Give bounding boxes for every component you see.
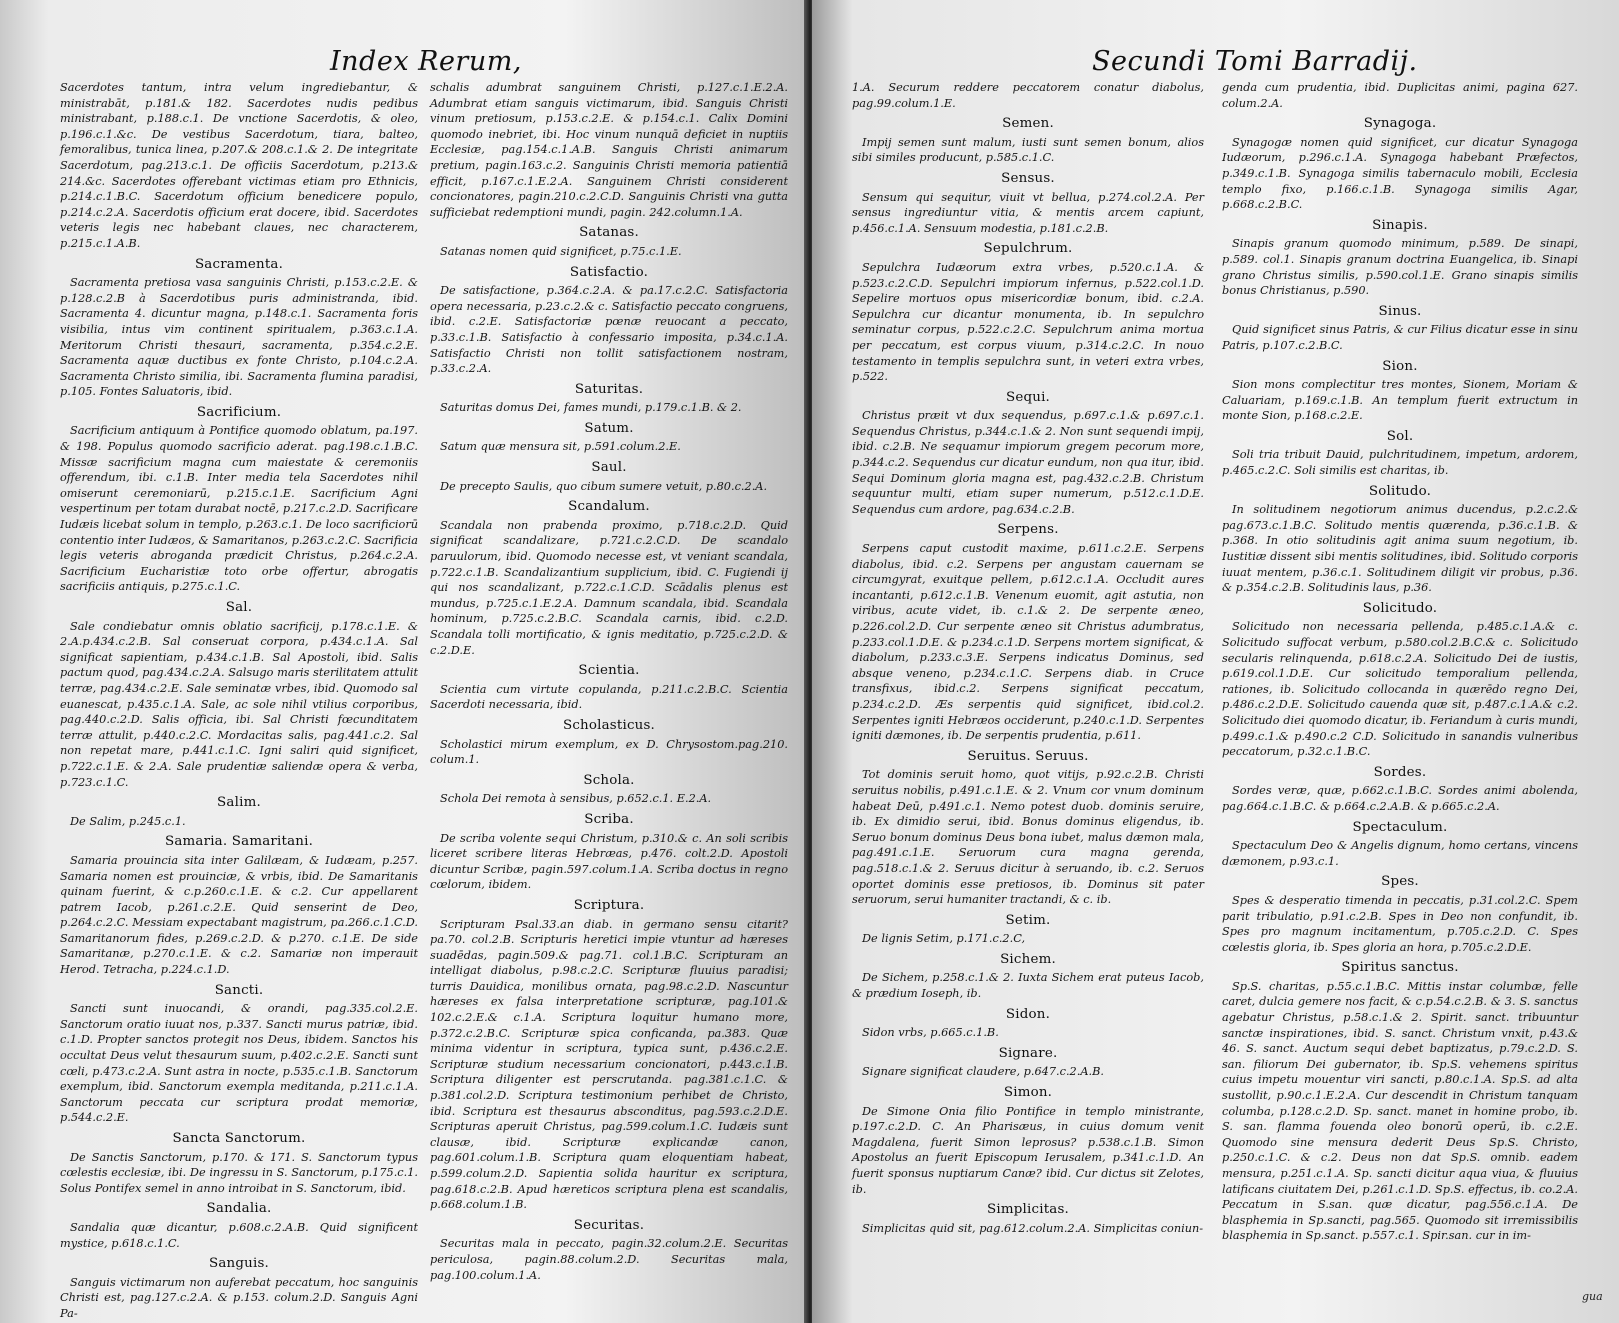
index-entry bbox=[430, 812, 788, 893]
index-entry-text: De Sichem, p.258.c.1.& 2. Iuxta Sichem erat puteus Iacob, & prædium Ioseph, ib. bbox=[852, 971, 1204, 1001]
index-entry bbox=[60, 834, 418, 977]
index-entry-text: Scientia cum virtute copulanda, p.211.c.2.B.C. Scientia Sacerdoti necessaria, ibid. bbox=[430, 682, 788, 712]
index-entry bbox=[852, 171, 1204, 236]
index-entry-heading: Saturitas. bbox=[574, 381, 644, 397]
index-entry-text: Sandalia quæ dicantur, p.608.c.2.A.B. Quid significent mystice, p.618.c.1.C. bbox=[60, 1220, 418, 1250]
index-entry-text: Scandala non prabenda proximo, p.718.c.2.D. Quid significat scandalizare, p.721.c.2.C.D. De scandalo paruulorum, ibid. Quomodo necesse est, vt veniant scandala, p.722.c.1.B. Scandalizantium supplicium, ibid. C. Fugiendi ij qui nos scandalizant, p.722.c.1.C.D. Scādalis plenus est mundus, p.725.c.1.E.2.A. Damnum scandala, ibid. Scandala hominum, p.725.c.2.B.C. Scandala carnis, ibid. c.2.D. Scandala tolli mortificatio, & ignis meditatio, p.725.c.2.D. & c.2.D.E. bbox=[430, 518, 788, 657]
index-entry bbox=[60, 983, 418, 1126]
index-entry-heading: Sequi. bbox=[1005, 389, 1051, 405]
index-entry bbox=[852, 1202, 1204, 1236]
index-entry-text: De Sanctis Sanctorum, p.170. & 171. S. Sanctorum typus cœlestis ecclesiæ, ibi. De ingressu in S. Sanctorum, p.175.c.1. Solus Pontifex semel in anno introibat in S. Sanctorum, ibid. bbox=[60, 1150, 418, 1195]
index-entry-heading: Salim. bbox=[217, 795, 261, 811]
left-column-1 bbox=[60, 80, 418, 1323]
index-entry-text: De lignis Setim, p.171.c.2.C, bbox=[862, 932, 1026, 946]
index-entry bbox=[1222, 80, 1578, 111]
index-entry-text: Saturitas domus Dei, fames mundi, p.179.c.1.B. & 2. bbox=[440, 401, 742, 415]
index-entry bbox=[60, 80, 418, 252]
index-entry bbox=[1222, 601, 1578, 760]
index-entry-heading: Serpens. bbox=[997, 522, 1059, 538]
index-entry-heading: Sensus. bbox=[1001, 170, 1055, 186]
index-entry-heading: Saul. bbox=[591, 460, 627, 476]
index-entry bbox=[430, 225, 788, 259]
left-page bbox=[0, 0, 808, 1323]
index-entry bbox=[1222, 359, 1578, 424]
index-entry-text: Sale condiebatur omnis oblatio sacrificij, p.178.c.1.E. & 2.A.p.434.c.2.B. Sal conseruat corpora, p.434.c.1.A. Sal significat sapientiam, p.434.c.1.B. Sal Apostoli, ibid. Salis pactum quod, pag.434.c.2.A. Salsugo maris sterilitatem attulit terræ, pag.434.c.2.E. Sale seminatæ vrbes, ibid. Quomodo sal euanescat, p.435.c.1.A. Sale, ac sole nihil vtilius corporibus, pag.440.c.2.D. Salis officia, ibi. Sal Christi fœcunditatem terræ attulit, p.440.c.2.C. Mordacitas salis, pag.441.c.2. Sal non repetat mare, p.441.c.1.C. Igni saliri quid significet, p.722.c.1.E. & 2.A. Sale prudentiæ saliendæ opera & verba, p.723.c.1.C. bbox=[60, 619, 418, 789]
index-entry-heading: Spectaculum. bbox=[1352, 819, 1448, 835]
index-entry-text: Sion mons complectitur tres montes, Sionem, Moriam & Caluariam, p.169.c.1.B. An templum fuerit extructum in monte Sion, p.168.c.2.E. bbox=[1222, 378, 1578, 423]
index-entry bbox=[1222, 429, 1578, 479]
index-entry-heading: Scandalum. bbox=[568, 499, 650, 515]
index-entry-heading: Sandalia. bbox=[206, 1201, 272, 1217]
index-entry-text: Signare significat claudere, p.647.c.2.A.B. bbox=[862, 1065, 1104, 1079]
index-entry bbox=[430, 460, 788, 494]
left-column-2 bbox=[430, 80, 788, 1286]
index-entry-text: Spectaculum Deo & Angelis dignum, homo certans, vincens dæmonem, p.93.c.1. bbox=[1222, 839, 1578, 868]
index-entry-text: Christus præit vt dux sequendus, p.697.c.1.& p.697.c.1. Sequendus Christus, p.344.c.1.& 2. Non sunt sequendi impij, ibid. c.2.B. Ne sequamur impiorum gregem pecorum more, p.344.c.2. Sequendus cur dicatur eundum, non qua itur, ibid. Sequi Dominum gloria magna est, pag.432.c.2.B. Christum sequuntur multi, etiam super numerum, p.512.c.1.D.E. Sequendus cum ardore, pag.634.c.2.B. bbox=[852, 409, 1204, 516]
index-entry-text: 1.A. Securum reddere peccatorem conatur diabolus, pag.99.colum.1.E. bbox=[852, 81, 1204, 110]
index-entry-heading: Securitas. bbox=[573, 1217, 645, 1233]
index-entry-heading: Scriptura. bbox=[573, 897, 645, 913]
index-entry bbox=[852, 1007, 1204, 1041]
index-entry-heading: Simon. bbox=[1003, 1085, 1053, 1101]
index-entry bbox=[60, 795, 418, 829]
index-entry-heading: Spes. bbox=[1381, 874, 1419, 890]
index-entry-text: Securitas mala in peccato, pagin.32.colum.2.E. Securitas periculosa, pagin.88.colum.2.D. Securitas mala, pag.100.colum.1.A. bbox=[430, 1237, 788, 1282]
index-entry-text: Solicitudo non necessaria pellenda, p.485.c.1.A.& c. Solicitudo suffocat verbum, p.580.col.2.B.C.& c. Solicitudo secularis relinquenda, p.618.c.2.A. Solicitudo Dei de iustis, p.619.col.1.D.E. Cur solicitudo temporalium pellenda, rationes, ib. Solicitudo collocanda in quærēdo regno Dei, p.486.c.2.D.E. Solicitudo cauenda quæ sit, p.487.c.1.A.& c.2. Solicitudo diei quomodo dicatur, ib. Feriandum à curis mundi, p.499.c.1.& p.490.c.2 C.D. Solicitudo in sanandis vulneribus peccatorum, p.32.c.1.B.C. bbox=[1222, 620, 1578, 759]
index-entry bbox=[430, 80, 788, 220]
index-entry-text: schalis adumbrat sanguinem Christi, p.127.c.1.E.2.A. Adumbrat etiam sanguis victimarum, ibid. Sanguis Christi vinum pretiosum, p.153.c.2.E. & p.154.c.1. Calix Domini quomodo inebriet, ibi. Hoc vinum nunquā deficiet in nuptiis Ecclesiæ, pag.154.c.1.A.B. Sanguis Christi animarum pretium, pagin.163.c.2. Sanguinis Christi memoria patientiā efficit, p.167.c.1.E.2.A. Sanguinem Christi considerent concionatores, pagin.210.c.2.C.D. Sanguinis Christi vna gutta sufficiebat redemptioni mundi, pagin. 242.column.1.A. bbox=[430, 81, 788, 219]
running-head-right: Secundi Tomi Barradij. bbox=[1092, 46, 1418, 77]
index-entry bbox=[60, 405, 418, 595]
index-entry-text: Spes & desperatio timenda in peccatis, p.31.col.2.C. Spem parit tribulatio, p.91.c.2.B. Spes in Deo non confundit, ib. Spes pro magnum incitamentum, p.705.c.2.D. C. Spes cœlestis gloria, ib. Spes gloria an hora, p.705.c.2.D.E. bbox=[1222, 893, 1578, 954]
index-entry-text: Soli tria tribuit Dauid, pulchritudinem, impetum, ardorem, p.465.c.2.C. Soli similis est charitas, ib. bbox=[1222, 448, 1578, 478]
index-entry-heading: Sinapis. bbox=[1372, 217, 1428, 233]
index-entry-heading: Spiritus sanctus. bbox=[1341, 960, 1459, 976]
index-entry-heading: Sepulchrum. bbox=[983, 241, 1073, 257]
index-entry-text: Impij semen sunt malum, iusti sunt semen bonum, alios sibi similes producunt, p.585.c.1.C. bbox=[852, 135, 1204, 165]
index-entry-heading: Seruitus. Seruus. bbox=[967, 748, 1089, 764]
index-entry-text: Sordes veræ, quæ, p.662.c.1.B.C. Sordes animi abolenda, pag.664.c.1.B.C. & p.664.c.2.A.B. & p.665.c.2.A. bbox=[1222, 784, 1578, 813]
index-entry bbox=[1222, 116, 1578, 213]
index-entry bbox=[430, 898, 788, 1213]
index-entry bbox=[1222, 874, 1578, 955]
index-entry bbox=[852, 80, 1204, 111]
index-entry-text: De satisfactione, p.364.c.2.A. & pa.17.c.2.C. Satisfactoria opera necessaria, p.23.c.2.& c. Satisfactio peccato congruens, ibid. c.2.E. Satisfactoriæ pœnæ reuocant a peccato, p.33.c.1.B. Satisfactio à confessario imposita, p.34.c.1.A. Satisfactio Christi non tollit satisfactionem nostram, p.33.c.2.A. bbox=[430, 284, 788, 376]
index-entry-text: Samaria prouincia sita inter Galilæam, & Iudæam, p.257. Samaria nomen est prouinciæ, & vrbis, ibid. De Samaritanis quinam fuerint, & c.p.260.c.1.E. & c.2. Cur appellarent patrem Iacob, p.261.c.2.E. Quid senserint de Deo, p.264.c.2.C. Messiam expectabant magistrum, pa.266.c.1.C.D. Samaritanorum fides, p.269.c.2.D. & p.270. c.1.E. De side Samaritanæ, p.270.c.1.E. & c.2. Samariæ non imperauit Herod. Tetracha, p.224.c.1.D. bbox=[60, 853, 418, 977]
index-entry bbox=[430, 499, 788, 658]
index-entry bbox=[852, 952, 1204, 1002]
index-entry-text: Sacramenta pretiosa vasa sanguinis Christi, p.153.c.2.E. & p.128.c.2.B à Sacerdotibus puris administranda, ibid. Sacramenta 4. dicuntur magna, p.148.c.1. Sacramenta foris visibilia, intus vim continent spiritualem, p.363.c.1.A. Meritorum Christi thesauri, sacramenta, p.354.c.2.E. Sacramenta aquæ ductibus ex fonte Christo, p.104.c.2.A. Sacramenta Christo similia, ibi. Sacramenta flumina paradisi, p.105. Fontes Saluatoris, ibid. bbox=[60, 276, 418, 399]
index-entry bbox=[60, 1256, 418, 1321]
right-column-2 bbox=[1222, 80, 1578, 1247]
index-entry bbox=[60, 600, 418, 790]
index-entry-text: Scholastici mirum exemplum, ex D. Chrysostom.pag.210. colum.1. bbox=[430, 737, 788, 767]
index-entry-heading: Semen. bbox=[1002, 116, 1054, 132]
index-entry bbox=[1222, 765, 1578, 815]
index-entry bbox=[852, 1046, 1204, 1080]
index-entry-heading: Scholasticus. bbox=[562, 717, 655, 733]
index-entry-text: Scripturam Psal.33.an diab. in germano sensu citarit? pa.70. col.2.B. Scripturis heretici impie vtuntur ad hæreses suadēdas, pagin.509.& pag.71. col.1.B.C. Scripturam an intelligat diabolus, p.98.c.2.C. Scripturæ fluuius paradisi; turris Dauidica, monilibus ornata, pag.98.c.2.D. Nascuntur hæreses ex falsa interpretatione scripturæ, pag.101.& 102.c.2.E.& c.1.A. Scriptura loquitur humano more, p.372.c.2.B.C. Scripturæ spica conficanda, pa.383. Quæ minima videntur in scriptura, typica sunt, p.436.c.2.E. Scripturæ studium necessarium concionatori, p.443.c.1.B. Scriptura diligenter est perscrutanda. pag.381.c.1.C. & p.381.col.2.D. Scriptura testimonium perhibet de Christo, ibid. Scriptura est thesaurus absconditus, pag.593.c.2.D.E. Scripturas aperuit Christus, pag.599.colum.1.C. Iudæis sunt clausæ, ibid. Scripturæ explicandæ canon, pag.601.colum.1.B. Scriptura quam eloquentiam habeat, p.599.colum.2.D. Sapientia solida hauritur ex scriptura, pag.618.c.2.B. Apud hæreticos scriptura plena est scandalis, p.668.colum.1.B. bbox=[430, 917, 788, 1212]
index-entry-text: Synagogæ nomen quid significet, cur dicatur Synagoga Iudæorum, p.296.c.1.A. Synagoga habebant Præfectos, p.349.c.1.B. Synagoga similis tabernaculo mobili, Ecclesia templo fixo, p.166.c.1.B. Synagoga similis Agar, p.668.c.2.B.C. bbox=[1222, 135, 1578, 212]
index-entry-text: Sacerdotes tantum, intra velum ingrediebantur, & ministrabāt, p.181.& 182. Sacerdotes nudis pedibus ministrabant, p.188.c.1. De vnctione Sacerdotis, & oleo, p.196.c.1.&c. De vestibus Sacerdotum, tiara, balteo, femoralibus, tunica linea, p.207.& 208.c.1.& 2. De integritate Sacerdotum, pag.213.c.1. De officiis Sacerdotum, p.213.& 214.&c. Sacerdotes offerebant victimas etiam pro Ethnicis, p.214.c.1.B.C. Sacerdotum officium benedicere populo, p.214.c.2.A. Sacerdotis officium erat docere, ibid. Sacerdotes veteris legis nec habebant claues, nec characterem, p.215.c.1.A.B. bbox=[60, 81, 418, 250]
index-entry-text: Sancti sunt inuocandi, & orandi, pag.335.col.2.E. Sanctorum oratio iuuat nos, p.337. Sancti murus patriæ, ibid. c.1.D. Propter sanctos protegit nos Deus, ibidem. Sanctos his occultat Deus velut thesaurum suum, p.402.c.2.E. Sancti sunt cœli, p.473.c.2.A. Sunt astra in nocte, p.535.c.1.B. Sanctorum exemplum, ibid. Sanctorum exempla meditanda, p.211.c.1.A. Sanctorum peccata cur scriptura prodat memoriæ, p.544.c.2.E. bbox=[60, 1002, 418, 1125]
index-entry-text: Sanguis victimarum non auferebat peccatum, hoc sanguinis Christi est, pag.127.c.2.A. & p.153. colum.2.D. Sanguis Agni Pa- bbox=[60, 1275, 418, 1320]
index-entry-heading: Sancti. bbox=[214, 982, 264, 998]
index-entry-heading: Samaria. Samaritani. bbox=[164, 834, 314, 850]
index-entry-text: Sidon vrbs, p.665.c.1.B. bbox=[862, 1026, 999, 1040]
catchword: gua bbox=[1582, 1290, 1603, 1303]
index-entry-text: Schola Dei remota à sensibus, p.652.c.1. E.2.A. bbox=[440, 792, 712, 806]
index-entry bbox=[852, 522, 1204, 743]
index-entry-heading: Sinus. bbox=[1378, 303, 1422, 319]
index-entry-heading: Solicitudo. bbox=[1362, 600, 1438, 616]
index-entry-text: Sinapis granum quomodo minimum, p.589. De sinapi, p.589. col.1. Sinapis granum doctrina Euangelica, ib. Sinapi grano Christus similis, p.590.col.1.E. Grano sinapis similis bonus Christianus, p.590. bbox=[1222, 237, 1578, 298]
index-entry-text: Tot dominis seruit homo, quot vitijs, p.92.c.2.B. Christi seruitus nobilis, p.491.c.1.E. & 2. Vnum cor vnum dominum habeat Deū, p.491.c.1. Nemo potest duob. dominis seruire, ib. Ex dimidio serui, ibid. Bonus dominus eligendus, ib. Seruo bonum dominus Deus bona iubet, malus dæmon mala, pag.491.c.1.E. Seruorum cura magna gerenda, pag.518.c.1.& 2. Seruus dicitur à seruando, ib. c.2. Seruos oportet dominis esse pretiosos, ib. Dominus sit pater seruorum, serui humaniter tractandi, & c. ib. bbox=[852, 768, 1204, 907]
index-entry bbox=[852, 913, 1204, 947]
index-entry bbox=[852, 241, 1204, 384]
index-entry-heading: Scientia. bbox=[578, 663, 640, 679]
index-entry bbox=[430, 421, 788, 455]
index-entry-heading: Sancta Sanctorum. bbox=[172, 1131, 306, 1146]
index-entry-text: Satum quæ mensura sit, p.591.colum.2.E. bbox=[440, 440, 681, 454]
index-entry bbox=[430, 718, 788, 768]
index-entry-text: Quid significet sinus Patris, & cur Filius dicatur esse in sinu Patris, p.107.c.2.B.C. bbox=[1222, 323, 1578, 352]
index-entry bbox=[60, 1201, 418, 1251]
running-head-left: Index Rerum, bbox=[330, 46, 522, 77]
index-entry-heading: Sol. bbox=[1386, 428, 1414, 444]
index-entry bbox=[1222, 820, 1578, 870]
index-entry-text: De scriba volente sequi Christum, p.310.& c. An soli scribis liceret scribere literas Hebræas, p.476. colt.2.D. Apostoli dicuntur Scribæ, pagin.597.colum.1.A. Scriba doctus in regno cœlorum, ibidem. bbox=[430, 831, 788, 892]
index-entry bbox=[852, 1085, 1204, 1197]
index-entry-heading: Schola. bbox=[583, 772, 635, 788]
index-entry-heading: Sichem. bbox=[1000, 951, 1056, 967]
index-entry-heading: Simplicitas. bbox=[987, 1202, 1069, 1218]
index-entry-heading: Sanguis. bbox=[209, 1256, 269, 1272]
right-page bbox=[812, 0, 1619, 1323]
index-entry-heading: Sion. bbox=[1382, 358, 1418, 374]
index-entry bbox=[1222, 484, 1578, 596]
index-entry bbox=[430, 265, 788, 377]
index-entry bbox=[1222, 960, 1578, 1244]
index-entry-text: Serpens caput custodit maxime, p.611.c.2.E. Serpens diabolus, ibid. c.2. Serpens per angustam cauernam se circumgyrat, exuitque pellem, p.612.c.1.A. Occludit aures incantanti, p.612.c.1.B. Venenum euomit, agit astutia, non viribus, acute videt, ib. c.1.& 2. De serpente æneo, p.226.col.2.D. Cur serpente æneo sit Christus adumbratus, p.233.col.1.D.E. & p.234.c.1.D. Serpens mortem significat, & diabolum, p.233.c.3.E. Serpens indicatus Dominus, sed absque veneno, p.234.c.1.C. Serpens diab. in Cruce transfixus, ibid.c.2. Serpens significat peccatum, p.234.c.2.D. Æs serpentis quid significet, ibid.col.2. Serpentes igniti Hebræos occiderunt, p.240.c.1.D. Serpentes igniti dæmones, ib. De serpentis prudentia, p.611. bbox=[852, 542, 1204, 743]
index-entry bbox=[852, 749, 1204, 908]
index-entry bbox=[430, 663, 788, 713]
index-entry bbox=[430, 1218, 788, 1283]
index-entry-heading: Satisfactio. bbox=[569, 264, 649, 280]
index-entry bbox=[852, 116, 1204, 166]
index-entry-heading: Sal. bbox=[225, 600, 253, 615]
index-entry-heading: Synagoga. bbox=[1363, 116, 1437, 132]
index-entry-heading: Sacrificium. bbox=[196, 404, 282, 420]
index-entry-heading: Scriba. bbox=[584, 811, 634, 827]
index-entry-heading: Setim. bbox=[1005, 912, 1051, 928]
index-entry-heading: Sacramenta. bbox=[194, 256, 284, 272]
index-entry bbox=[1222, 218, 1578, 299]
index-entry-text: genda cum prudentia, ibid. Duplicitas animi, pagina 627. colum.2.A. bbox=[1222, 81, 1578, 110]
index-entry-text: Simplicitas quid sit, pag.612.colum.2.A. Simplicitas coniun- bbox=[862, 1221, 1204, 1235]
index-entry-heading: Sordes. bbox=[1373, 764, 1427, 780]
index-entry-heading: Signare. bbox=[998, 1045, 1058, 1061]
index-entry-text: De Simone Onia filio Pontifice in templo ministrante, p.197.c.2.D. C. An Pharisæus, in cuius domum venit Magdalena, fuerit Simon leprosus? p.538.c.1.B. Simon Apostolus an fuerit Episcopum Ierusalem, p.341.c.1.D. An fuerit sponsus nuptiarum Canæ? ibid. Cur dictus sit Zelotes, ib. bbox=[852, 1104, 1204, 1196]
index-entry bbox=[430, 773, 788, 807]
index-entry-text: Sensum qui sequitur, viuit vt bellua, p.274.col.2.A. Per sensus ingrediuntur vitia, & mentis arcem capiunt, p.456.c.1.A. Sensuum modestia, p.181.c.2.B. bbox=[852, 190, 1204, 235]
index-entry bbox=[852, 390, 1204, 518]
index-entry bbox=[60, 257, 418, 400]
index-entry-heading: Satum. bbox=[584, 420, 634, 436]
index-entry bbox=[60, 1131, 418, 1196]
index-entry bbox=[1222, 304, 1578, 354]
index-entry-text: Satanas nomen quid significet, p.75.c.1.E. bbox=[440, 244, 682, 258]
index-entry-text: Sacrificium antiquum à Pontifice quomodo oblatum, pa.197. & 198. Populus quomodo sacrificio aderat. pag.198.c.1.B.C. Missæ sacrificium magna cum maiestate & ceremoniis offerendum, ibi. c.1.B. Inter media tela Sacerdotes nihil omiserunt ceremoniarū, p.215.c.1.E. Sacrificium Agni vespertinum per totam durabat noctē, p.217.c.2.D. Sacrificare Iudæis licebat solum in templo, p.263.c.1. De loco sacrificiorū contentio inter Iudæos, & Samaritanos, p.263.c.2.C. Sacrificia legis veteris abroganda prædicit Christus, p.264.c.2.A. Sacrificium Eucharistiæ toto orbe offertur, abrogatis sacrificiis antiquis, p.275.c.1.C. bbox=[60, 424, 418, 594]
index-entry bbox=[430, 382, 788, 416]
right-column-1 bbox=[852, 80, 1204, 1239]
index-entry-text: De precepto Saulis, quo cibum sumere vetuit, p.80.c.2.A. bbox=[440, 479, 768, 493]
index-entry-heading: Sidon. bbox=[1005, 1006, 1051, 1022]
index-entry-heading: Satanas. bbox=[579, 225, 639, 241]
index-entry-text: De Salim, p.245.c.1. bbox=[70, 814, 186, 828]
index-entry-text: Sp.S. charitas, p.55.c.1.B.C. Mittis instar columbæ, felle caret, dulcia gemere nos facit, & c.p.54.c.2.B. & 3. S. sanctus agebatur Christus, p.58.c.1.& 2. Spirit. sanct. tribuuntur sanctæ inspirationes, ibid. S. sanct. Christum vnxit, p.43.& 46. S. sanct. Auctum sequi debet baptizatus, p.79.c.2.D. S. san. filiorum Dei gubernator, ib. Sp.S. vehemens spiritus cuius impetu mouentur viri sancti, p.80.c.1.A. Sp.S. ad alta sustollit, p.90.c.1.E.2.A. Cur descendit in Christum tanquam columba, p.128.c.2.D. Sp. sanct. manet in homine probo, ib. S. san. flamma fouenda oleo bonorū operū, ib. c.2.E. Quomodo sine mensura dederit Deus Sp.S. Christo, p.250.c.1.C. & c.2. Deus non dat Sp.S. omnib. eadem mensura, p.251.c.1.A. Sp. sancti dicitur aqua viua, & fluuius latificans ciuitatem Dei, p.261.c.1.D. Sp.S. effectus, ib. co.2.A. Peccatum in S.san. quæ dicatur, pag.556.c.1.A. De blasphemia in Sp.sancti, pag.565. Quomodo sit irremissibilis blasphemia in Sp.sanct. p.557.c.1. Spir.san. cur in im- bbox=[1222, 979, 1578, 1243]
index-entry-text: Sepulchra Iudæorum extra vrbes, p.520.c.1.A. & p.523.c.2.C.D. Sepulchri impiorum infernus, p.522.col.1.D. Sepelire mortuos opus misericordiæ bonum, ibid. c.2.A. Sepulchra cur dicantur monumenta, ib. In sepulchro seminatur corpus, p.522.c.2.C. Sepulchrum anima mortua per peccatum, est corpus viuum, p.314.c.2.C. In nouo testamento in templis sepulchra sunt, in veteri extra vrbes, p.522. bbox=[852, 260, 1204, 384]
index-entry-heading: Solitudo. bbox=[1368, 483, 1432, 499]
index-entry-text: In solitudinem negotiorum animus ducendus, p.2.c.2.& pag.673.c.1.B.C. Solitudo mentis quærenda, p.36.c.1.B. & p.368. In otio solitudinis agit anima suum negotium, ib. Iustitiæ dissent sibi mentis solitudines, ibid. Solitudo corporis iuuat mentem, p.36.c.1. Solitudinem diligit vir probus, p.36. & p.354.c.2.B. Solitudinis laus, p.36. bbox=[1222, 503, 1578, 595]
